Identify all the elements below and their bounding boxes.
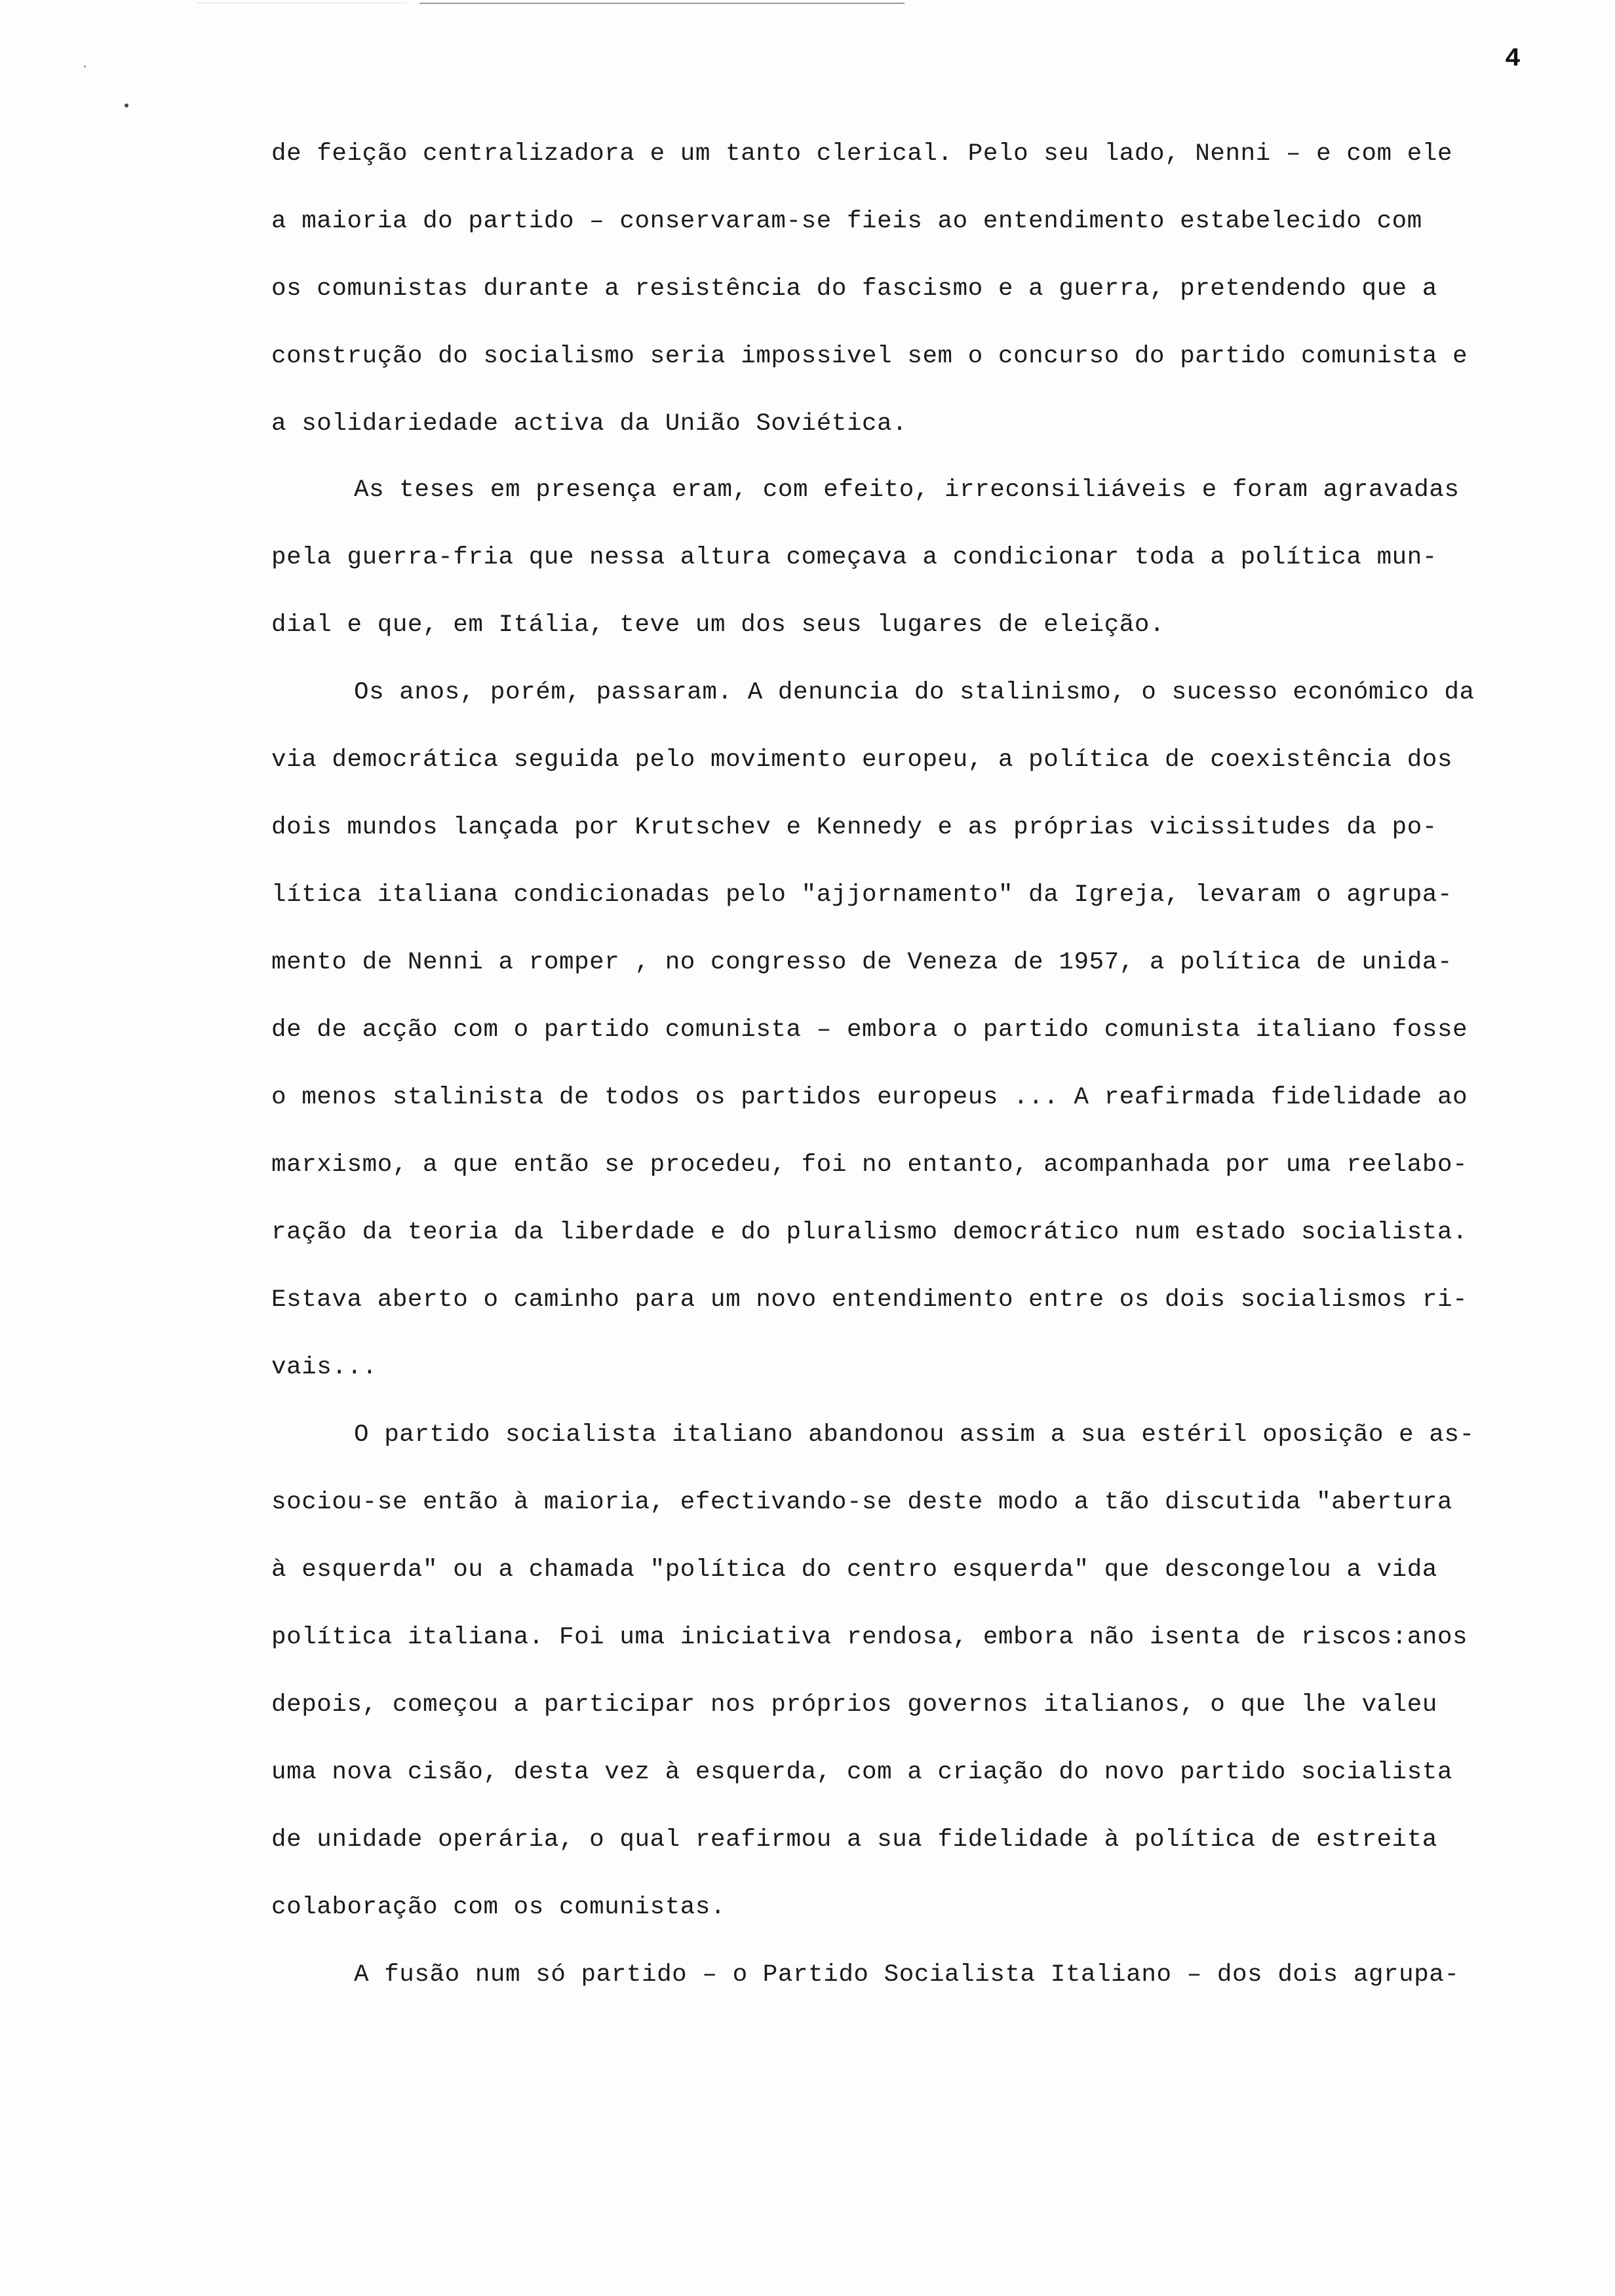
text-line: à esquerda" ou a chamada "política do centro esquerda" que descongelou a vida <box>271 1556 1437 1584</box>
text-line: construção do socialismo seria impossivel sem o concurso do partido comunista e <box>271 343 1468 370</box>
text-line: lítica italiana condicionadas pelo "ajjornamento" da Igreja, levaram o agrupa- <box>271 881 1453 909</box>
text-line: ração da teoria da liberdade e do pluralismo democrático num estado socialista. <box>271 1219 1468 1246</box>
text-line: O partido socialista italiano abandonou assim a sua estéril oposição e as- <box>354 1421 1475 1449</box>
scan-edge-line <box>419 3 905 4</box>
page-number: 4 <box>1505 45 1521 74</box>
text-line: dois mundos lançada por Krutschev e Kennedy e as próprias vicissitudes da po- <box>271 814 1437 841</box>
text-line: mento de Nenni a romper , no congresso de Veneza de 1957, a política de unida- <box>271 949 1453 976</box>
text-line: via democrática seguida pelo movimento europeu, a política de coexistência dos <box>271 746 1453 774</box>
scan-speck <box>125 104 128 107</box>
text-line: Os anos, porém, passaram. A denuncia do stalinismo, o sucesso económico da <box>354 679 1475 706</box>
text-line: de de acção com o partido comunista – embora o partido comunista italiano fosse <box>271 1016 1468 1044</box>
text-line: política italiana. Foi uma iniciativa rendosa, embora não isenta de riscos:anos <box>271 1624 1468 1651</box>
scan-speck <box>84 66 86 67</box>
text-line: Estava aberto o caminho para um novo entendimento entre os dois socialismos ri- <box>271 1286 1468 1314</box>
text-line: os comunistas durante a resistência do fascismo e a guerra, pretendendo que a <box>271 275 1437 303</box>
text-line: uma nova cisão, desta vez à esquerda, com a criação do novo partido socialista <box>271 1759 1453 1786</box>
text-line: de unidade operária, o qual reafirmou a sua fidelidade à política de estreita <box>271 1826 1437 1854</box>
text-line: de feição centralizadora e um tanto clerical. Pelo seu lado, Nenni – e com ele <box>271 140 1453 168</box>
text-line: colaboração com os comunistas. <box>271 1894 726 1921</box>
text-line: pela guerra-fria que nessa altura começava a condicionar toda a política mun- <box>271 544 1437 571</box>
text-line: vais... <box>271 1354 378 1381</box>
text-line: a maioria do partido – conservaram-se fieis ao entendimento estabelecido com <box>271 208 1422 235</box>
text-line: sociou-se então à maioria, efectivando-se deste modo a tão discutida "abertura <box>271 1489 1453 1516</box>
text-line: marxismo, a que então se procedeu, foi no entanto, acompanhada por uma reelabo- <box>271 1151 1468 1179</box>
text-line: As teses em presença eram, com efeito, irreconsiliáveis e foram agravadas <box>354 476 1460 504</box>
text-line: depois, começou a participar nos próprios governos italianos, o que lhe valeu <box>271 1691 1437 1719</box>
text-line: dial e que, em Itália, teve um dos seus lugares de eleição. <box>271 611 1165 639</box>
text-line: A fusão num só partido – o Partido Socialista Italiano – dos dois agrupa- <box>354 1961 1460 1989</box>
text-line: o menos stalinista de todos os partidos europeus ... A reafirmada fidelidade ao <box>271 1084 1468 1111</box>
text-line: a solidariedade activa da União Soviética. <box>271 410 908 438</box>
